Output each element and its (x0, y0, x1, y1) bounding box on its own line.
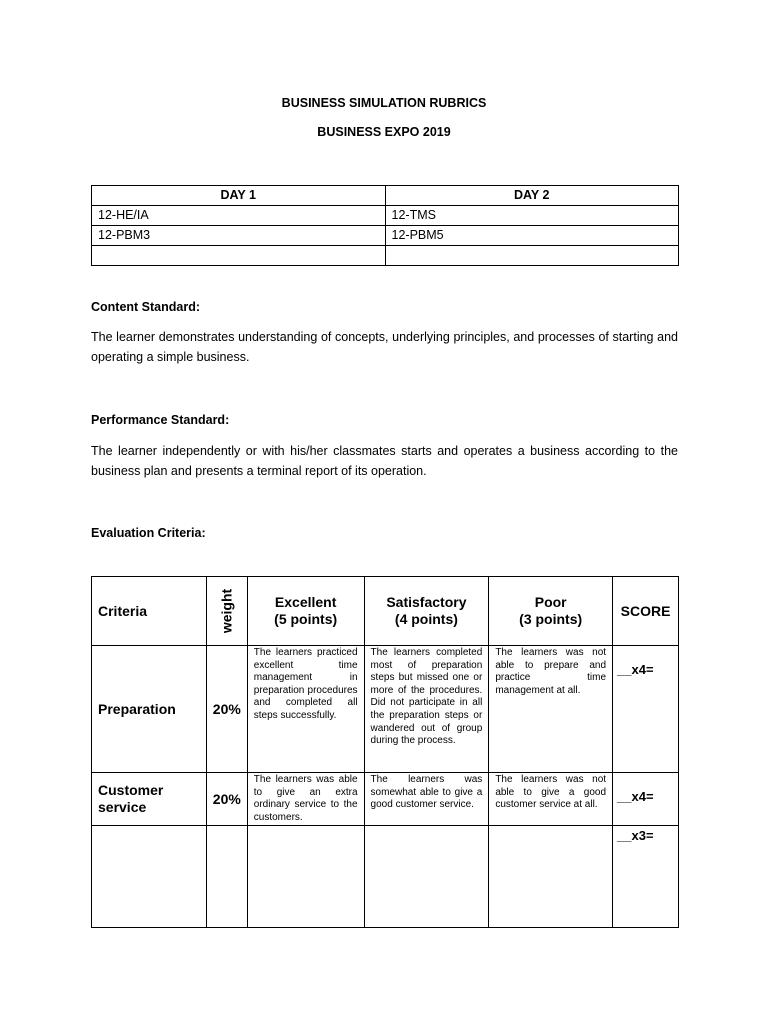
rubric-excellent: The learners practiced excellent time management in preparation procedures and completed all steps successfully. (247, 646, 364, 773)
rubric-weight: 20% (206, 646, 247, 773)
rubric-header-weight (206, 577, 247, 646)
schedule-header-day2: DAY 2 (385, 186, 679, 206)
rubric-weight (206, 826, 247, 928)
schedule-header-row (92, 186, 679, 206)
rubric-row-customer-service (92, 773, 679, 826)
rubric-header-score: SCORE (613, 577, 679, 646)
schedule-cell: 12-PBM5 (385, 226, 679, 246)
rubric-satisfactory: The learners completed most of preparation steps but missed one or more of the procedures. Did not participate in all the preparation steps or wandered out of group during the process. (364, 646, 489, 773)
rubric-criteria: Preparation (92, 646, 207, 773)
rubric-excellent: The learners was able to give an extra ordinary service to the customers. (247, 773, 364, 826)
rubric-header-satisfactory: Satisfactory (4 points) (364, 577, 489, 646)
rubric-row-preparation (92, 646, 679, 773)
schedule-cell: 12-TMS (385, 206, 679, 226)
content-standard-text: The learner demonstrates understanding of concepts, underlying principles, and processes of starting and operating a simple business. (91, 330, 678, 364)
rubric-excellent (247, 826, 364, 928)
rubric-header-excellent: Excellent (5 points) (247, 577, 364, 646)
schedule-cell: 12-PBM3 (92, 226, 386, 246)
rubric-satisfactory: The learners was somewhat able to give a good customer service. (364, 773, 489, 826)
schedule-row (92, 206, 679, 226)
schedule-cell (92, 246, 386, 266)
document-subtitle: BUSINESS EXPO 2019 (317, 125, 451, 139)
rubric-poor: The learners was not able to give a good customer service at all. (489, 773, 613, 826)
content-standard-heading: Content Standard: (91, 300, 201, 314)
rubric-satisfactory (364, 826, 489, 928)
performance-standard-heading: Performance Standard: (91, 413, 230, 427)
schedule-row (92, 226, 679, 246)
rubric-score: __x4= (613, 646, 679, 773)
rubric-score: __x3= (613, 826, 679, 928)
evaluation-criteria-heading: Evaluation Criteria: (91, 526, 206, 540)
schedule-table (91, 185, 679, 266)
rubric-header-poor: Poor (3 points) (489, 577, 613, 646)
rubric-header-weight-label: weight (218, 588, 235, 634)
rubric-poor (489, 826, 613, 928)
rubric-criteria (92, 826, 207, 928)
schedule-header-day1: DAY 1 (92, 186, 386, 206)
rubric-header-row (92, 577, 679, 646)
document-title: BUSINESS SIMULATION RUBRICS (281, 96, 487, 110)
rubric-criteria: Customer service (92, 773, 207, 826)
schedule-row (92, 246, 679, 266)
schedule-cell: 12-HE/IA (92, 206, 386, 226)
performance-standard-text: The learner independently or with his/her classmates starts and operates a business according to the business plan and presents a terminal report of its operation. (91, 444, 678, 478)
rubric-score: __x4= (613, 773, 679, 826)
rubric-weight: 20% (206, 773, 247, 826)
schedule-cell (385, 246, 679, 266)
rubric-poor: The learners was not able to prepare and practice time management at all. (489, 646, 613, 773)
rubric-row-empty (92, 826, 679, 928)
rubric-header-criteria: Criteria (92, 577, 207, 646)
rubric-table (91, 576, 679, 928)
